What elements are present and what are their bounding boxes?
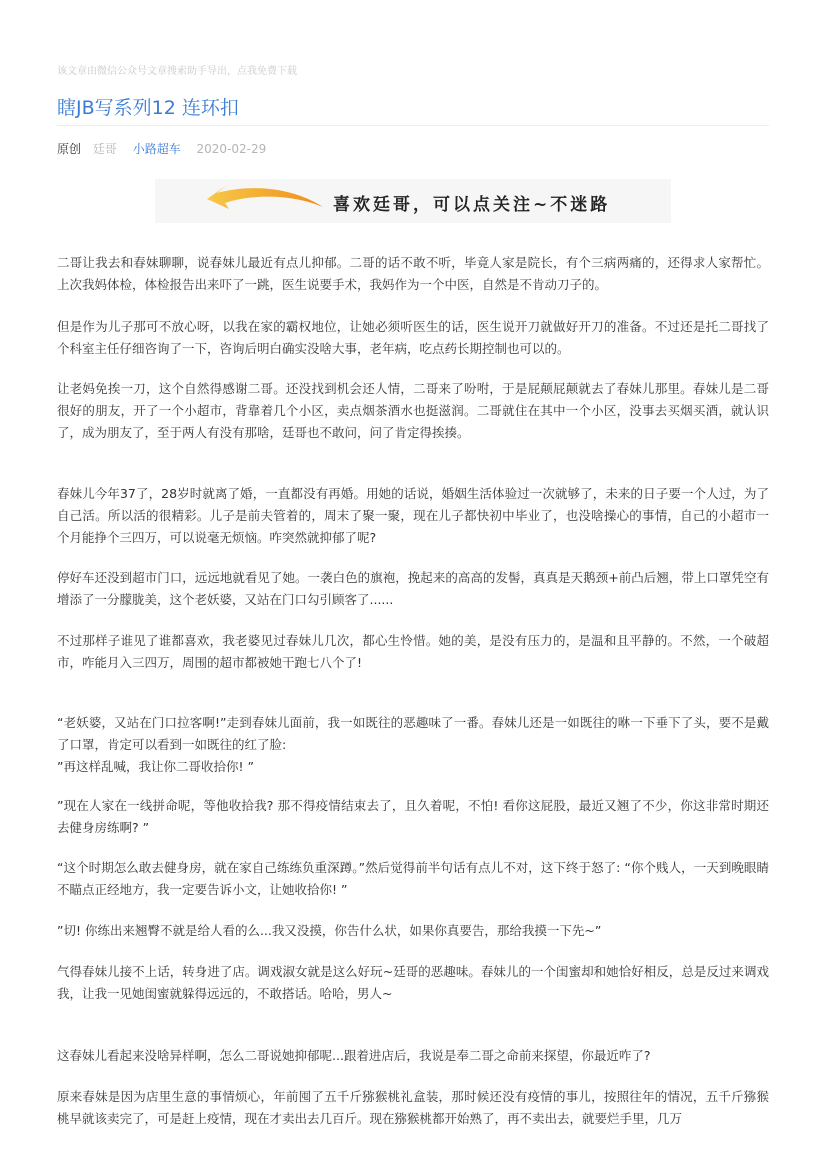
paragraph: 让老妈免挨一刀，这个自然得感谢二哥。还没找到机会还人情，二哥来了吩咐，于是屁颠屁颠就去了春妹儿那里。春妹儿是二哥很好的朋友，开了一个小超市，背靠着几个小区，卖点烟茶酒水也挺滋润。二哥就住在其中一个小区，没事去买烟买酒，就认识了，成为朋友了，至于两人有没有那啥，廷哥也不敢问，问了肯定得挨揍。 — [57, 381, 769, 440]
original-tag: 原创 — [57, 142, 82, 156]
paragraph: ”再这样乱喊，我让你二哥收拾你! ” — [57, 759, 254, 774]
article-title: 瞎JB写系列12 连环扣 — [57, 97, 239, 119]
paragraph: “老妖婆，又站在门口拉客啊!”走到春妹儿面前，我一如既往的恶趣味了一番。春妹儿还是一如既往的咻一下垂下了头，要不是戴了口罩，肯定可以看到一如既往的红了脸: — [57, 715, 769, 752]
banner-slogan: 喜欢廷哥，可以点关注~不迷路 — [333, 195, 611, 215]
paragraph: 这春妹儿看起来没啥异样啊，怎么二哥说她抑郁呢...跟着进店后，我说是奉二哥之命前来探望，你最近咋了? — [57, 1048, 651, 1063]
paragraph: 二哥让我去和春妹聊聊，说春妹儿最近有点儿抑郁。二哥的话不敢不听，毕竟人家是院长，有个三病两痛的，还得求人家帮忙。上次我妈体检，体检报告出来吓了一跳，医生说要手术，我妈作为一个中医，自然是不肯动刀子的。 — [57, 255, 769, 292]
article-meta — [57, 140, 274, 157]
export-notice-link[interactable]: 该文章由微信公众号文章搜索助手导出，点我免费下载 — [57, 66, 297, 77]
title-divider — [57, 125, 769, 126]
paragraph: 停好车还没到超市门口，远远地就看见了她。一袭白色的旗袍，挽起来的高高的发髻，真真是天鹅颈+前凸后翘，带上口罩凭空有增添了一分朦胧美，这个老妖婆，又站在门口勾引顾客了...... — [57, 570, 769, 607]
paragraph: 春妹儿今年37了，28岁时就离了婚，一直都没有再婚。用她的话说，婚姻生活体验过一次就够了，未来的日子要一个人过，为了自己活。所以活的很精彩。儿子是前夫管着的，周末了聚一聚，现在儿子都快初中毕业了，也没啥操心的事情，自己的小超市一个月能挣个三四万，可以说毫无烦恼。咋突然就抑郁了呢? — [57, 486, 769, 545]
paragraph: 但是作为儿子那可不放心呀，以我在家的霸权地位，让她必须听医生的话，医生说开刀就做好开刀的准备。不过还是托二哥找了个科室主任仔细咨询了一下，咨询后明白确实没啥大事，老年病，吃点药长期控制也可以的。 — [57, 319, 769, 356]
paragraph: ”切! 你练出来翘臀不就是给人看的么...我又没摸，你告什么状，如果你真要告，那给我摸一下先~” — [57, 923, 602, 938]
publish-date: 2020-02-29 — [196, 142, 267, 156]
account-name-link[interactable]: 小路超车 — [132, 142, 181, 156]
paragraph: ”现在人家在一线拼命呢，等他收拾我? 那不得疫情结束去了，且久着呢，不怕! 看你这屁股，最近又翘了不少，你这非常时期还去健身房练啊? ” — [57, 798, 769, 835]
paragraph: 气得春妹儿接不上话，转身进了店。调戏淑女就是这么好玩~廷哥的恶趣味。春妹儿的一个闺蜜却和她恰好相反，总是反过来调戏我，让我一见她闺蜜就躲得远远的，不敢搭话。哈哈，男人~ — [57, 964, 769, 1001]
follow-banner-image — [155, 179, 671, 223]
paragraph: 原来春妹是因为店里生意的事情烦心，年前囤了五千斤猕猴桃礼盒装，那时候还没有疫情的事儿，按照往年的情况，五千斤猕猴桃早就该卖完了，可是赶上疫情，现在才卖出去几百斤。现在猕猴桃都开始熟了，再不卖出去，就要烂手里，几万 — [57, 1089, 769, 1126]
paragraph: 不过那样子谁见了谁都喜欢，我老婆见过春妹儿几次，都心生怜惜。她的美，是没有压力的，是温和且平静的。不然，一个破超市，咋能月入三四万，周围的超市都被她干跑七八个了! — [57, 633, 769, 670]
author-name: 廷哥 — [92, 142, 117, 156]
paragraph: “这个时期怎么敢去健身房，就在家自己练练负重深蹲。”然后觉得前半句话有点儿不对，这下终于怒了: “你个贱人，一天到晚眼睛不瞄点正经地方，我一定要告诉小文，让她收拾你! ” — [57, 860, 769, 897]
